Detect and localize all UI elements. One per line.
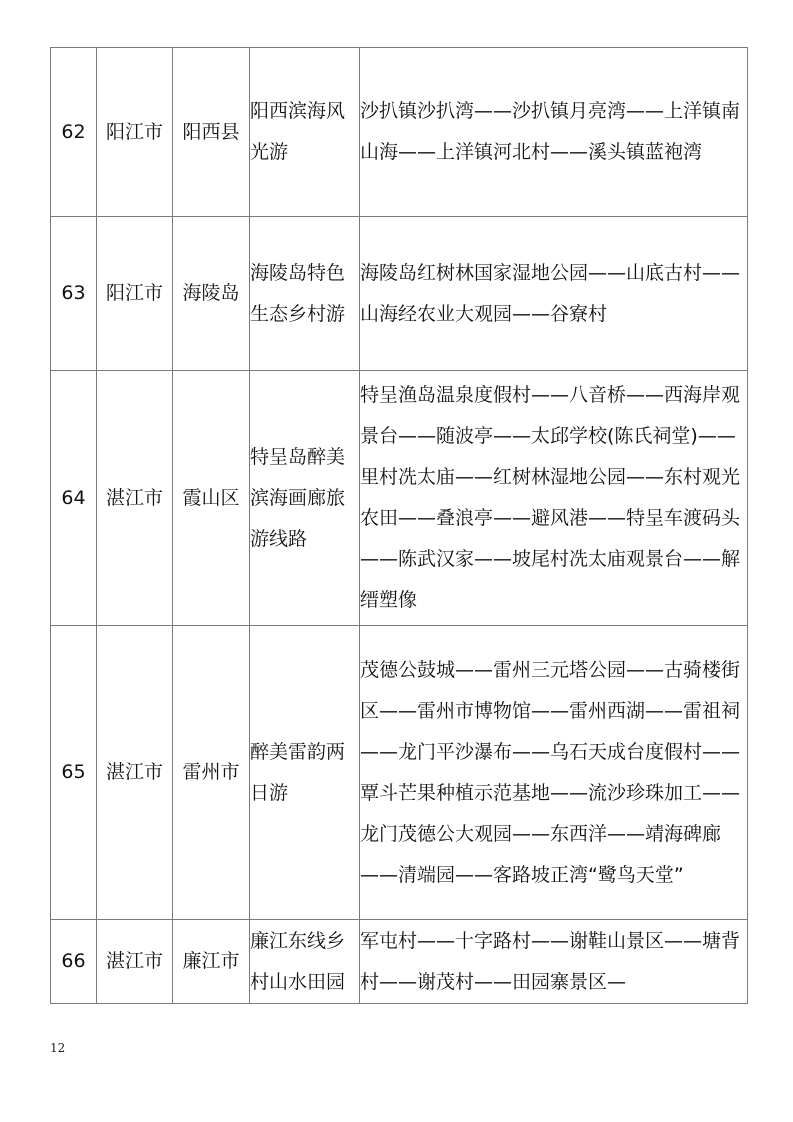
table-row bbox=[51, 626, 748, 920]
row-number: 66 bbox=[51, 920, 97, 1004]
city-cell: 湛江市 bbox=[97, 626, 173, 920]
table-row bbox=[51, 920, 748, 1004]
city-cell: 阳江市 bbox=[97, 217, 173, 371]
table-row bbox=[51, 371, 748, 626]
table-row bbox=[51, 217, 748, 371]
route-stops-cell: 沙扒镇沙扒湾——沙扒镇月亮湾——上洋镇南山海——上洋镇河北村——溪头镇蓝袍湾 bbox=[360, 48, 748, 217]
page-number: 12 bbox=[50, 1041, 66, 1055]
county-cell: 阳西县 bbox=[173, 48, 250, 217]
route-name-cell: 特呈岛醉美滨海画廊旅游线路 bbox=[250, 371, 360, 626]
route-name-cell: 廉江东线乡村山水田园 bbox=[250, 920, 360, 1004]
route-stops-cell: 茂德公鼓城——雷州三元塔公园——古骑楼街区——雷州市博物馆——雷州西湖——雷祖祠——龙门平沙瀑布——乌石天成台度假村——覃斗芒果种植示范基地——流沙珍珠加工——龙门茂德公大观园——东西洋——靖海碑廊——清端园——客路坡正湾“鹭鸟天堂” bbox=[360, 626, 748, 920]
county-cell: 雷州市 bbox=[173, 626, 250, 920]
row-number: 64 bbox=[51, 371, 97, 626]
row-number: 62 bbox=[51, 48, 97, 217]
route-name-cell: 海陵岛特色生态乡村游 bbox=[250, 217, 360, 371]
row-number: 65 bbox=[51, 626, 97, 920]
county-cell: 霞山区 bbox=[173, 371, 250, 626]
route-table bbox=[50, 47, 748, 1004]
city-cell: 湛江市 bbox=[97, 920, 173, 1004]
city-cell: 阳江市 bbox=[97, 48, 173, 217]
row-number: 63 bbox=[51, 217, 97, 371]
county-cell: 廉江市 bbox=[173, 920, 250, 1004]
county-cell: 海陵岛 bbox=[173, 217, 250, 371]
route-name-cell: 阳西滨海风光游 bbox=[250, 48, 360, 217]
route-stops-cell: 海陵岛红树林国家湿地公园——山底古村——山海经农业大观园——谷寮村 bbox=[360, 217, 748, 371]
route-name-cell: 醉美雷韵两日游 bbox=[250, 626, 360, 920]
city-cell: 湛江市 bbox=[97, 371, 173, 626]
table-row bbox=[51, 48, 748, 217]
route-stops-cell: 特呈渔岛温泉度假村——八音桥——西海岸观景台——随波亭——太邱学校(陈氏祠堂)——里村冼太庙——红树林湿地公园——东村观光农田——叠浪亭——避风港——特呈车渡码头——陈武汉家——坡尾村冼太庙观景台——解缙塑像 bbox=[360, 371, 748, 626]
route-stops-cell: 军屯村——十字路村——谢鞋山景区——塘背村——谢茂村——田园寨景区— bbox=[360, 920, 748, 1004]
